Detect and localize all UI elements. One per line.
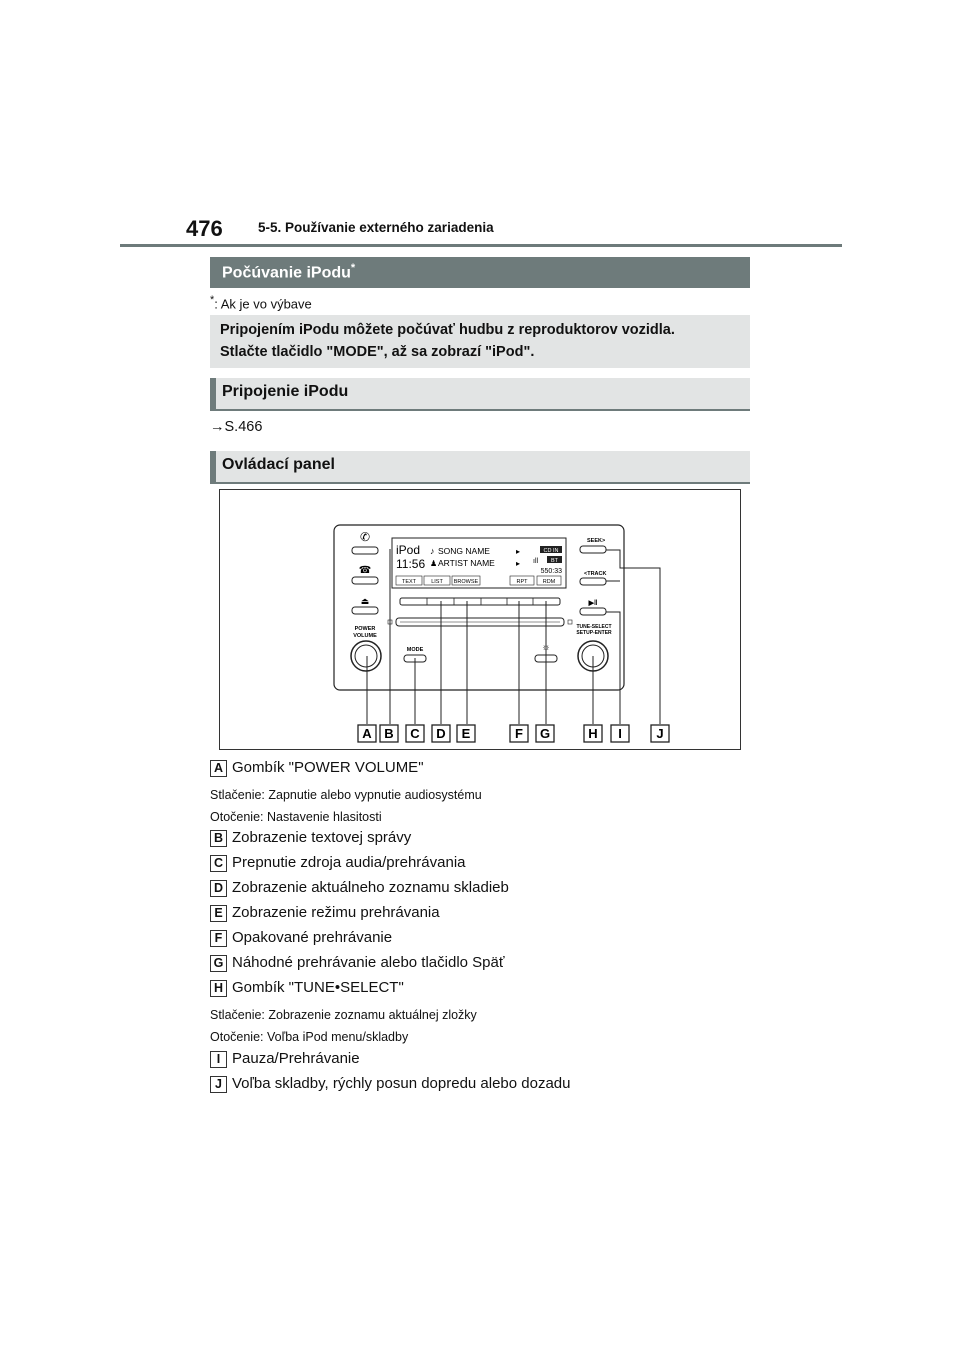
artist-icon: ♟ <box>430 559 438 568</box>
control-panel-illustration <box>220 490 740 749</box>
callout-letter: B <box>384 726 394 741</box>
subhead-bar <box>210 451 216 484</box>
power-volume-knob-inner <box>355 645 377 667</box>
phone-icon: ✆ <box>359 530 371 544</box>
softkey-text: LIST <box>431 579 443 585</box>
slot-indicator-right <box>568 620 572 624</box>
page-number: 476 <box>186 216 223 241</box>
play-pause-icon: ▶‖ <box>588 600 598 607</box>
mode-label: MODE <box>406 647 424 653</box>
track-button <box>580 578 606 585</box>
callout-letter: F <box>515 726 523 741</box>
control-panel-diagram <box>219 489 741 750</box>
intro-line-1: Pripojením iPodu môžete počúvať hudbu z reproduktorov vozidla. <box>220 322 675 338</box>
phone-button <box>352 547 378 554</box>
seek-label: SEEK> <box>587 538 606 544</box>
legend-badge: B <box>210 830 227 847</box>
display-badge-1-text: CD IN <box>543 548 559 554</box>
subhead-bar <box>210 378 216 411</box>
title-bar <box>210 257 750 288</box>
callout-letter: G <box>539 726 551 741</box>
header-rule <box>120 244 842 247</box>
legend-text: Náhodné prehrávanie alebo tlačidlo Späť <box>232 954 505 971</box>
legend-text: Zobrazenie textovej správy <box>232 829 412 846</box>
footnote-marker: * <box>210 294 215 306</box>
eject-button <box>352 607 378 614</box>
softkey-text: RDM <box>542 579 556 585</box>
softkey-text: BROWSE <box>453 579 479 585</box>
music-note-icon: ♪ <box>430 546 435 556</box>
callout-letter: D <box>436 726 446 741</box>
power-volume-label-2: VOLUME <box>353 633 377 639</box>
subhead-panel <box>210 451 750 484</box>
title-marker: * <box>350 262 356 274</box>
legend-note: Otočenie: Voľba iPod menu/skladby <box>210 1030 409 1044</box>
legend-badge: A <box>210 760 227 777</box>
display-counter: 550:33 <box>540 568 562 575</box>
page-title <box>222 262 355 282</box>
legend-note: Otočenie: Nastavenie hlasitosti <box>210 810 382 824</box>
legend-note: Stlačenie: Zapnutie alebo vypnutie audiosystému <box>210 788 482 802</box>
footnote-text: : Ak je vo výbave <box>214 296 312 312</box>
softkey-buttons-row <box>400 598 560 605</box>
callout-letter: H <box>588 726 598 741</box>
legend-text: Gombík "POWER VOLUME" <box>232 759 424 776</box>
subhead-connect-text: Pripojenie iPodu <box>222 383 349 400</box>
callout-letter: E <box>461 726 471 741</box>
eject-icon: ⏏ <box>360 596 370 606</box>
hangup-button <box>352 577 378 584</box>
artist-arrow-icon: ▸ <box>516 559 521 568</box>
legend-badge: E <box>210 905 227 922</box>
subhead-panel-text: Ovládací panel <box>222 456 335 473</box>
legend-badge: C <box>210 855 227 872</box>
callout-letter: I <box>618 726 622 741</box>
callout-letter: A <box>362 726 372 741</box>
subhead-connect <box>210 378 750 411</box>
legend-text: Gombík "TUNE•SELECT" <box>232 979 404 996</box>
page-title-text: Počúvanie iPodu <box>222 264 351 282</box>
section-title: 5-5. Používanie externého zariadenia <box>258 220 494 235</box>
legend-text: Voľba skladby, rýchly posun dopredu alebo dozadu <box>232 1075 571 1092</box>
display-artist: ARTIST NAME <box>438 558 495 568</box>
callout-letter: J <box>656 726 664 741</box>
legend-text: Pauza/Prehrávanie <box>232 1050 360 1067</box>
power-volume-label-1: POWER <box>354 626 376 632</box>
legend-badge: F <box>210 930 227 947</box>
hangup-icon: ☎ <box>358 565 372 576</box>
tune-select-label-1: TUNE-SELECT <box>576 624 612 630</box>
softkey-text: TEXT <box>401 579 417 585</box>
brightness-icon: ☼ <box>541 642 551 653</box>
tune-select-label-2: SETUP-ENTER <box>576 630 612 636</box>
track-label: <TRACK <box>584 571 607 577</box>
display-time: 11:56 <box>396 557 426 571</box>
song-arrow-icon: ▸ <box>516 547 521 556</box>
intro-box <box>210 315 750 368</box>
legend-badge: H <box>210 980 227 997</box>
display-source: iPod <box>396 543 421 557</box>
callout-badges <box>358 725 669 742</box>
legend-text: Prepnutie zdroja audia/prehrávania <box>232 854 466 871</box>
callout-letter: C <box>410 726 420 741</box>
legend-text: Zobrazenie aktuálneho zoznamu skladieb <box>232 879 509 896</box>
legend-badge: D <box>210 880 227 897</box>
footnote <box>210 294 312 311</box>
reference-link[interactable]: →S.466 <box>210 419 263 435</box>
display-song: SONG NAME <box>438 546 490 556</box>
legend-text: Opakované prehrávanie <box>232 929 393 946</box>
intro-line-2: Stlačte tlačidlo "MODE", až sa zobrazí "iPod". <box>220 344 535 360</box>
softkey-text: RPT <box>516 579 528 585</box>
legend-badge: J <box>210 1076 227 1093</box>
legend-badge: G <box>210 955 227 972</box>
legend-badge: I <box>210 1051 227 1068</box>
seek-button <box>580 546 606 553</box>
legend-note: Stlačenie: Zobrazenie zoznamu aktuálnej zložky <box>210 1008 477 1022</box>
display-badge-2-text: BT <box>550 558 559 564</box>
play-pause-button <box>580 608 606 615</box>
signal-icon: ıll <box>533 558 539 565</box>
legend-text: Zobrazenie režimu prehrávania <box>232 904 440 921</box>
